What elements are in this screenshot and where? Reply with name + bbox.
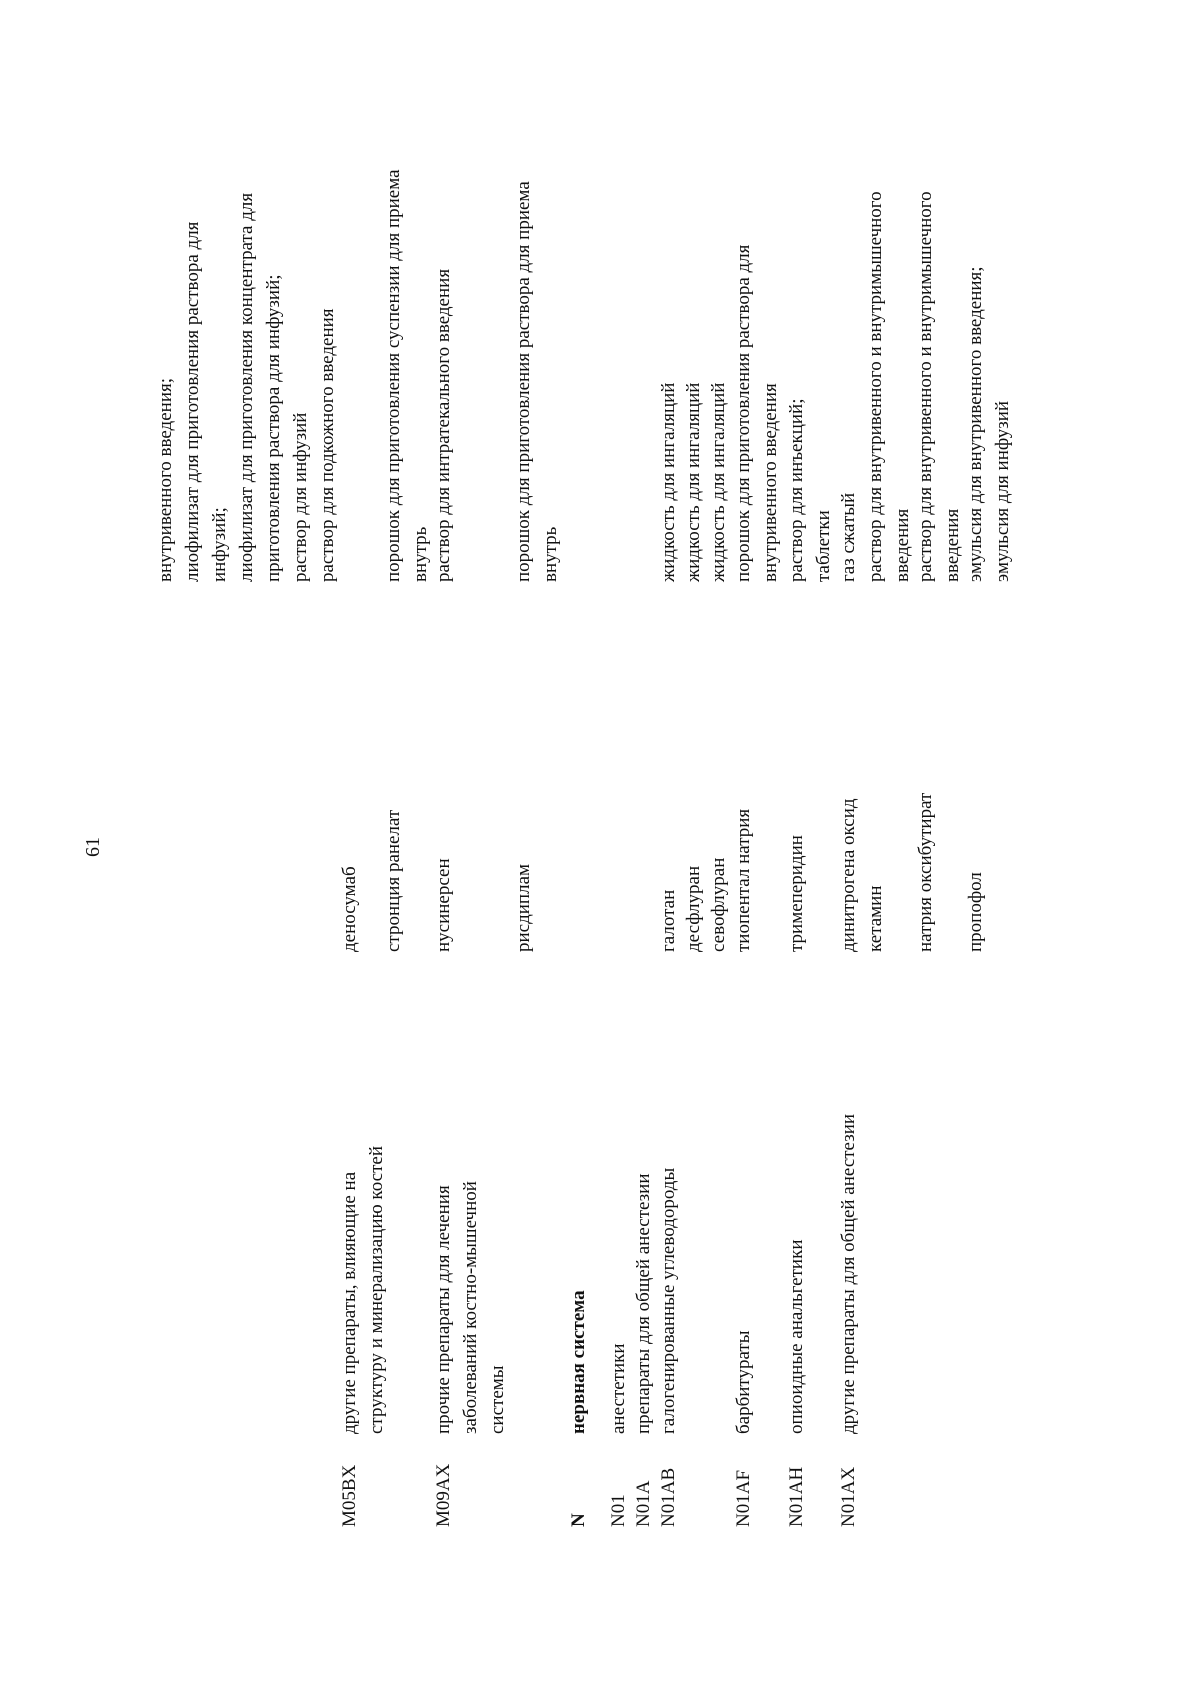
dosage-form: жидкость для ингаляций xyxy=(708,382,729,582)
drug-name: севофлуран xyxy=(708,857,729,952)
drug-name: кетамин xyxy=(865,885,886,952)
forms-line: лиофилизат для приготовления концентрата для xyxy=(236,192,257,582)
dosage-form: внутрь xyxy=(410,526,431,582)
atc-code: N01 xyxy=(608,1494,629,1527)
dosage-form: введения xyxy=(942,508,963,582)
dosage-form: жидкость для ингаляций xyxy=(683,382,704,582)
atc-description: прочие препараты для лечения xyxy=(433,1185,454,1434)
forms-line: инфузий; xyxy=(209,507,230,582)
drug-name: рисдиплам xyxy=(513,863,534,952)
page-number: 61 xyxy=(82,837,104,857)
atc-code: N xyxy=(568,1513,589,1527)
dosage-form: жидкость для ингаляций xyxy=(658,382,679,582)
atc-description: системы xyxy=(487,1365,508,1434)
dosage-form: введения xyxy=(892,508,913,582)
atc-code: N01A xyxy=(633,1480,654,1527)
atc-code: N01AX xyxy=(838,1466,859,1527)
dosage-form: раствор для инъекций; xyxy=(786,398,807,582)
dosage-form: таблетки xyxy=(813,510,834,582)
drug-name: тримеперидин xyxy=(786,835,807,952)
atc-description: галогенированные углеводороды xyxy=(658,1167,679,1434)
forms-line: приготовления раствора для инфузий; xyxy=(263,274,284,582)
dosage-form: порошок для приготовления раствора для xyxy=(733,244,754,582)
atc-code: N01AH xyxy=(786,1466,807,1527)
drug-name: динитрогена оксид xyxy=(838,798,859,952)
atc-code: N01AB xyxy=(658,1467,679,1527)
atc-description: нервная система xyxy=(568,1290,589,1434)
atc-description: другие препараты, влияющие на xyxy=(339,1171,360,1434)
drug-name: тиопентал натрия xyxy=(733,808,754,952)
atc-description: барбитураты xyxy=(733,1330,754,1434)
forms-line: лиофилизат для приготовления раствора для xyxy=(182,221,203,582)
drug-name: натрия оксибутират xyxy=(915,792,936,952)
atc-description: структуру и минерализацию костей xyxy=(366,1145,387,1434)
atc-code: N01AF xyxy=(733,1469,754,1527)
atc-description: препараты для общей анестезии xyxy=(633,1173,654,1434)
dosage-form: внутривенного введения xyxy=(760,383,781,582)
atc-description: другие препараты для общей анестезии xyxy=(838,1113,859,1434)
forms-line: раствор для подкожного введения xyxy=(317,308,338,582)
atc-description: заболеваний костно-мышечной xyxy=(460,1181,481,1434)
drug-name: пропофол xyxy=(965,872,986,952)
dosage-form: раствор для внутривенного и внутримышечного xyxy=(915,191,936,582)
dosage-form: внутрь xyxy=(540,526,561,582)
atc-description: анестетики xyxy=(608,1343,629,1434)
drug-name: галотан xyxy=(658,889,679,952)
drug-name: стронция ранелат xyxy=(383,809,404,952)
dosage-form: раствор для интратекального введения xyxy=(433,268,454,582)
dosage-form: эмульсия для внутривенного введения; xyxy=(965,266,986,582)
drug-name: десфлуран xyxy=(683,865,704,952)
forms-line: раствор для инфузий xyxy=(290,412,311,582)
dosage-form: порошок для приготовления раствора для приема xyxy=(513,181,534,582)
drug-name: нусинерсен xyxy=(433,858,454,952)
dosage-form: раствор для внутривенного и внутримышечного xyxy=(865,191,886,582)
atc-code: M09AX xyxy=(433,1463,454,1527)
atc-description: опиоидные анальгетики xyxy=(786,1239,807,1434)
forms-line: внутривенного введения; xyxy=(155,377,176,582)
dosage-form: газ сжатый xyxy=(838,492,859,582)
dosage-form: порошок для приготовления суспензии для приема xyxy=(383,169,404,582)
atc-code: M05BX xyxy=(339,1464,360,1527)
drug-name: деносумаб xyxy=(339,866,360,952)
dosage-form: эмульсия для инфузий xyxy=(992,400,1013,582)
